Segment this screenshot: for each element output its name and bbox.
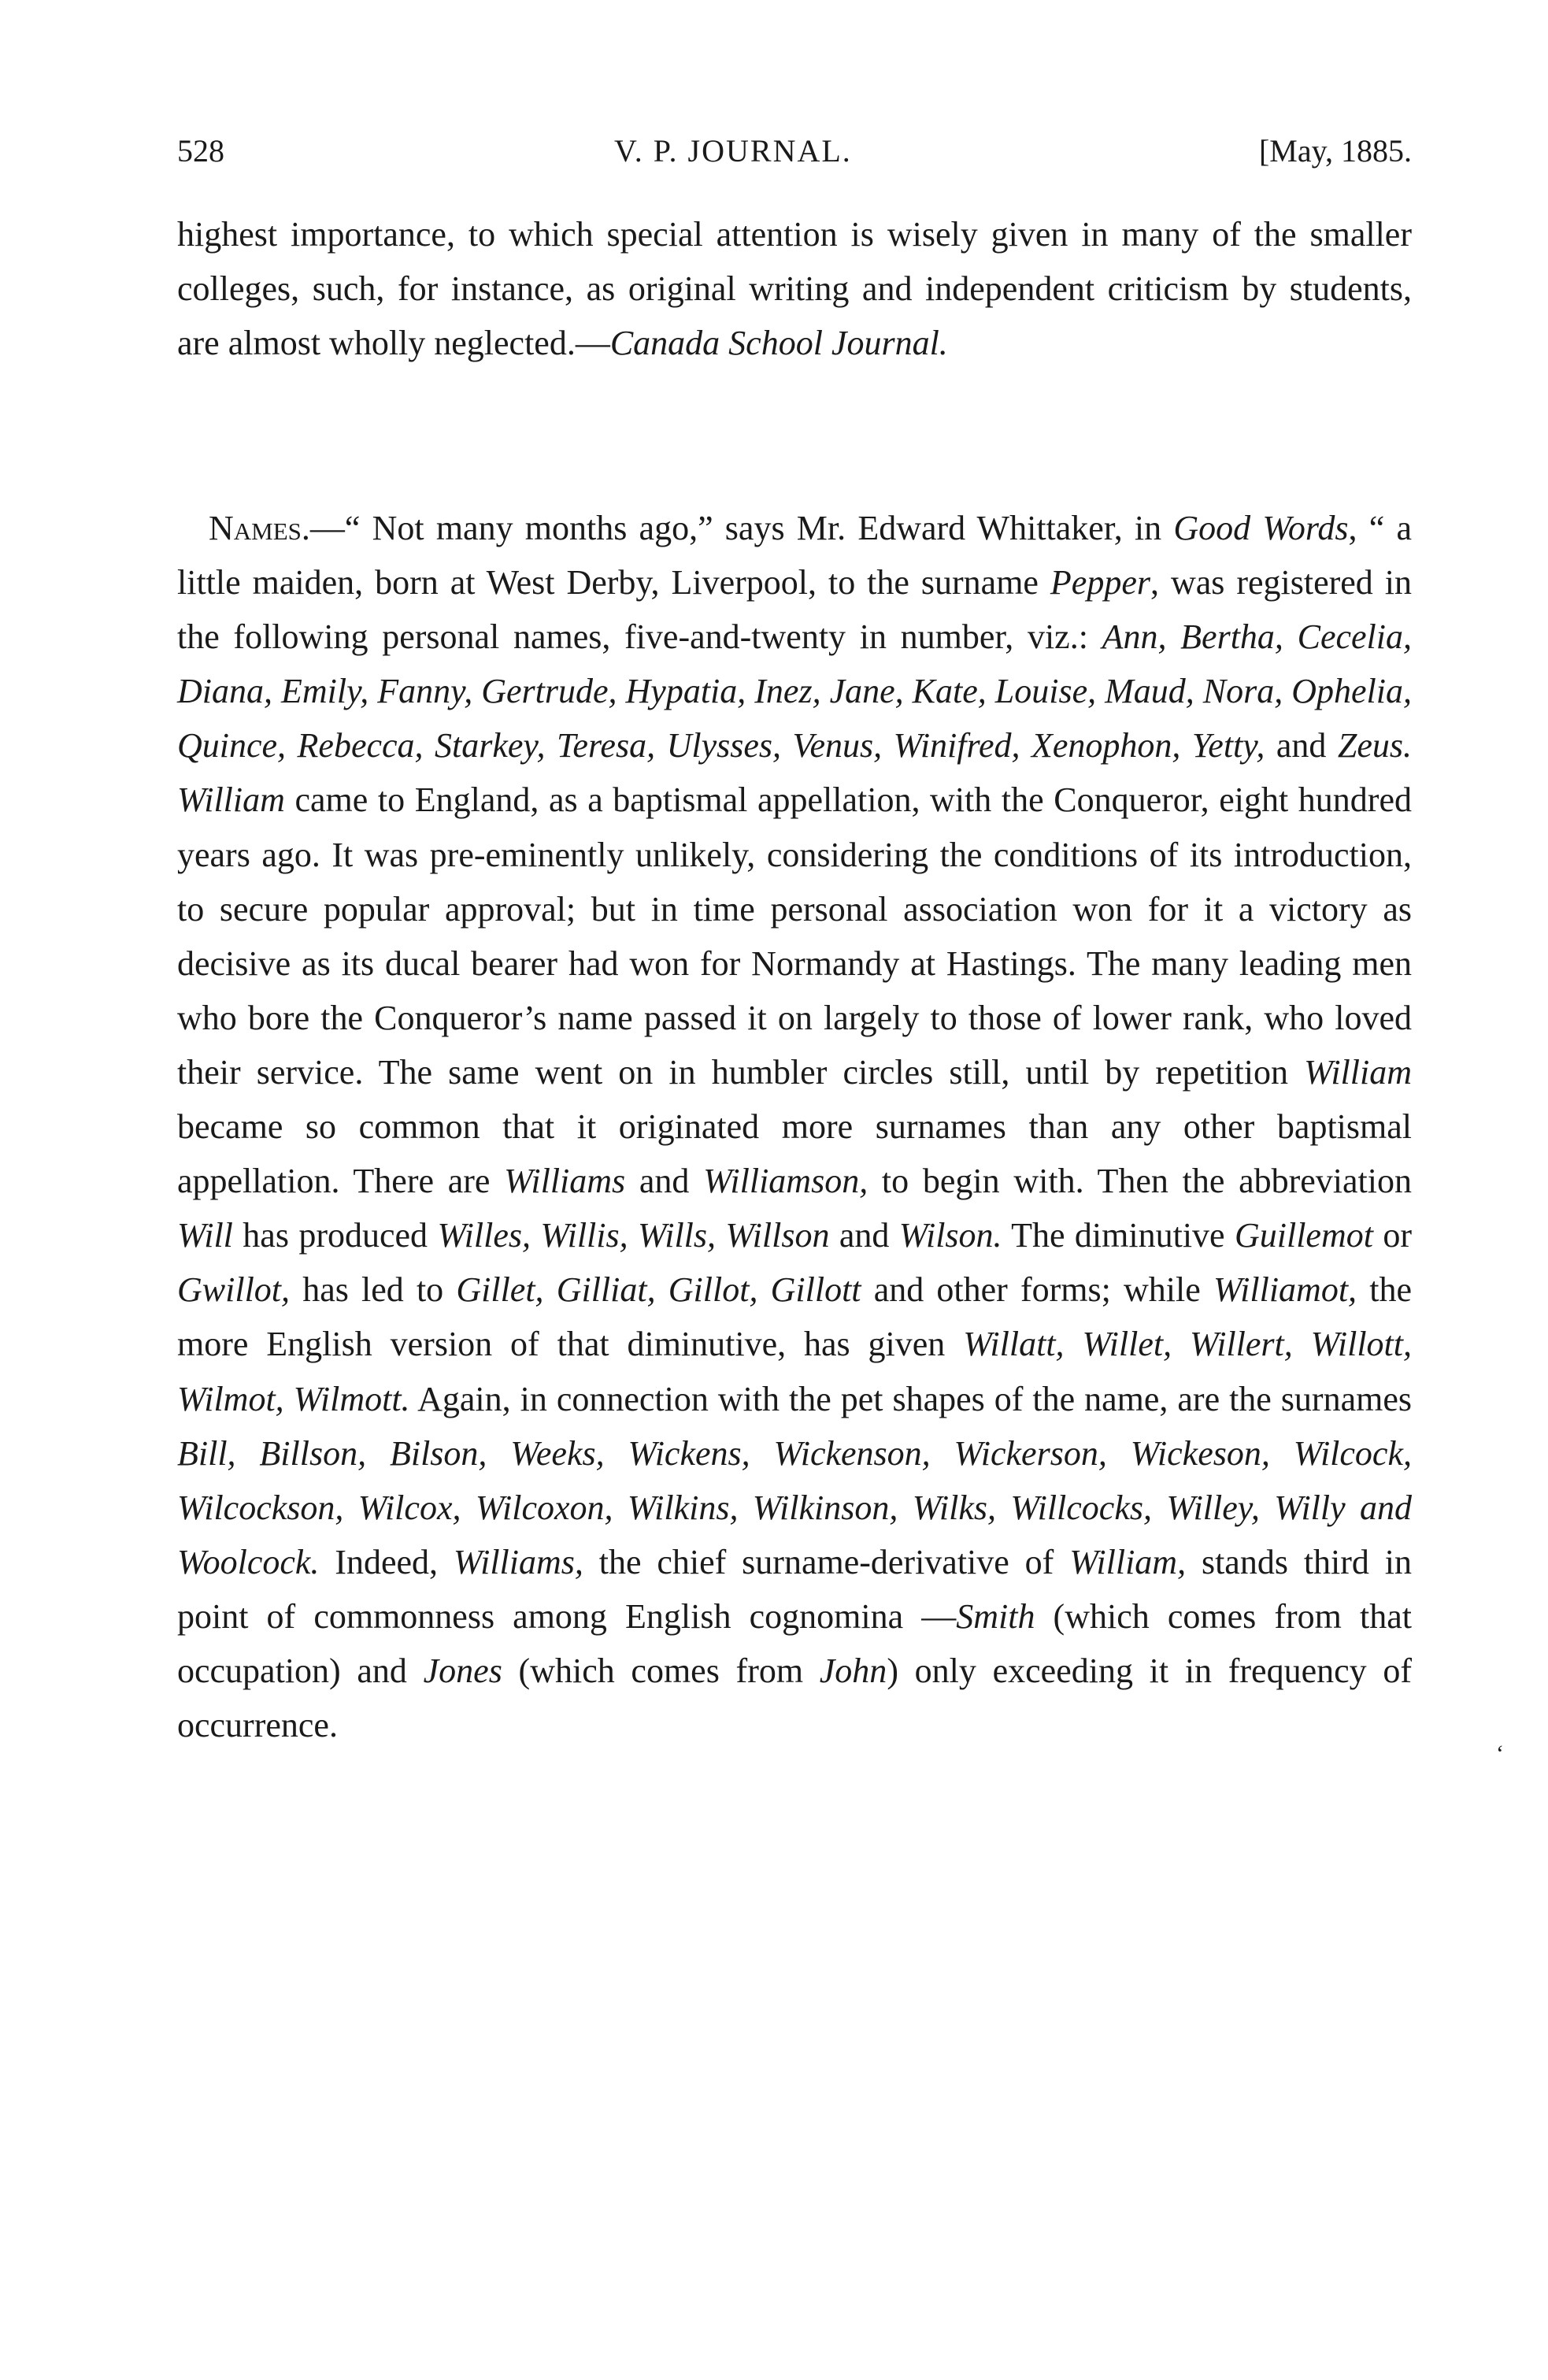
italic-segment: Bill, Billson, Bilson, Weeks, Wickens, Wickenson, Wickerson, Wickeson, Wilcock, Wilcockson, Wilcox, Wilcoxon, Wilkins, Wilkinson, Wilks, Willcocks, Willey, Willy and Woolcock. bbox=[177, 1433, 1412, 1581]
italic-segment: Jones bbox=[423, 1651, 502, 1690]
paragraph-names bbox=[177, 501, 1412, 1752]
text-segment: and bbox=[829, 1216, 899, 1255]
text-segment: Again, in connection with the pet shapes of the name, are the surnames bbox=[409, 1379, 1412, 1418]
italic-segment: Gillet, Gilliat, Gillot, Gillott bbox=[456, 1270, 861, 1310]
text-segment: and bbox=[1265, 726, 1338, 766]
issue-date: [May, 1885. bbox=[1258, 133, 1412, 169]
source-citation: Canada School Journal. bbox=[609, 324, 948, 363]
margin-mark: ‘ bbox=[1496, 1741, 1504, 1766]
text-segment: The diminutive bbox=[1002, 1216, 1235, 1255]
italic-segment: Williams, bbox=[453, 1542, 583, 1581]
italic-segment: William, bbox=[1069, 1542, 1187, 1581]
section-heading: Names. bbox=[209, 509, 310, 547]
italic-segment: William bbox=[1304, 1052, 1412, 1092]
italic-segment: Zeus. bbox=[1337, 726, 1412, 766]
text-segment: the more English version of that diminutive, has given bbox=[177, 1270, 1412, 1364]
text-segment: —“ Not many months ago,” says Mr. Edward Whittaker, in bbox=[309, 509, 1174, 547]
text-segment: came to England, as a baptismal appellation, with the Conqueror, eight hundred years ago. It was pre-eminently unlikely, considering the conditions of its introduction, to secure popular approval; but in time personal association won for it a victory as decisive as its ducal bearer had won for Normandy at Hastings. The many leading men who bore the Conqueror’s name passed it on largely to those of lower rank, who loved their service. The same went on in humbler circles still, until by repetition bbox=[177, 780, 1412, 1092]
italic-segment: John bbox=[819, 1651, 887, 1690]
italic-segment: Williams bbox=[504, 1162, 626, 1201]
paragraph-body bbox=[177, 509, 1412, 1744]
text-segment: and bbox=[625, 1162, 704, 1201]
italic-segment: Gwillot, bbox=[177, 1270, 291, 1310]
text-segment: has produced bbox=[232, 1216, 438, 1255]
italic-segment: Ann, Bertha, Cecelia, Diana, Emily, Fanny, Gertrude, Hypatia, Inez, Jane, Kate, Louise, Maud, Nora, Ophelia, Quince, Rebecca, Starkey, Teresa, Ulysses, Venus, Winifred, Xenophon, Yetty, bbox=[177, 617, 1413, 766]
text-segment: has led to bbox=[290, 1270, 457, 1310]
paragraph-criticism bbox=[177, 207, 1412, 370]
italic-segment: Guillemot bbox=[1234, 1216, 1373, 1255]
page-number: 528 bbox=[177, 133, 224, 169]
text-segment: the chief surname-derivative of bbox=[583, 1542, 1070, 1581]
italic-segment: Smith bbox=[956, 1596, 1035, 1636]
italic-segment: Willes, Willis, Wills, Willson bbox=[437, 1216, 830, 1255]
italic-segment: Willatt, Willet, Willert, Willott, Wilmot, Wilmott. bbox=[177, 1325, 1412, 1418]
text-segment: (which comes from bbox=[502, 1651, 820, 1690]
text-segment: stands third in point of commonness among English cognomina — bbox=[177, 1542, 1413, 1636]
text-segment: (which comes from that occupation) and bbox=[177, 1596, 1412, 1690]
italic-segment: Pepper bbox=[1050, 563, 1150, 602]
italic-segment: Wilson. bbox=[898, 1216, 1002, 1255]
paragraph-text: highest importance, to which special attention is wisely given in many of the smaller colleges, such, for instance, as original writing and independent criticism by students, are almost wholly neglected.— bbox=[177, 215, 1412, 363]
italic-segment: Williamson, bbox=[703, 1162, 868, 1201]
italic-segment: Will bbox=[177, 1216, 233, 1255]
journal-title: V. P. JOURNAL. bbox=[614, 133, 852, 169]
text-segment: , was registered in the following personal names, five-and-twenty in number, viz.: bbox=[177, 563, 1412, 657]
running-header bbox=[177, 132, 1412, 180]
text-segment: became so common that it originated more surnames than any other baptismal appellation. There are bbox=[177, 1107, 1412, 1201]
text-segment: , “ a little maiden, born at West Derby, Liverpool, to the surname bbox=[177, 509, 1412, 602]
italic-segment: Williamot, bbox=[1213, 1270, 1357, 1310]
text-segment: ) only exceeding it in frequency of occurrence. bbox=[177, 1651, 1412, 1745]
italic-segment: Good Words bbox=[1173, 509, 1349, 547]
text-segment: and other forms; while bbox=[861, 1270, 1213, 1310]
text-segment: or bbox=[1372, 1216, 1413, 1255]
text-segment: Indeed, bbox=[319, 1542, 454, 1581]
text-segment: to begin with. Then the abbreviation bbox=[868, 1162, 1413, 1201]
italic-segment: William bbox=[177, 780, 285, 820]
